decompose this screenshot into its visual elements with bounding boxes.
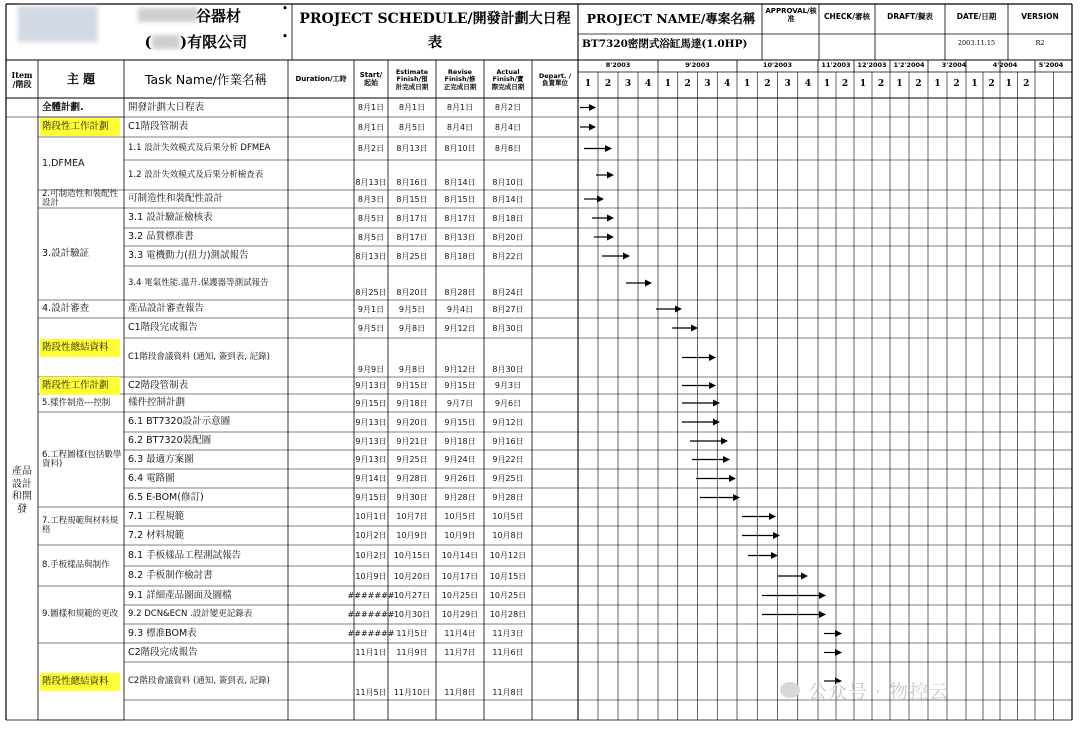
approval-label-line1: APPROVAL/核	[765, 7, 817, 16]
task-name: 6.5 E-BOM(修訂)	[128, 491, 204, 503]
approval-label	[763, 4, 819, 28]
task-est-date: 8月16日	[396, 178, 428, 187]
task-rev-date: 8月15日	[444, 194, 476, 204]
subject-label: 階段性工作計劃	[42, 379, 109, 391]
task-rev-date: 8月10日	[444, 144, 476, 153]
task-rev-date: 8月18日	[444, 251, 476, 261]
task-name: C2階段會議資料 (通知, 簽到表, 記錄)	[128, 675, 270, 686]
task-act-date: 11月8日	[492, 688, 524, 697]
col-revise-header	[436, 62, 484, 98]
task-row	[0, 643, 1080, 662]
task-name: 3.2 品質標准書	[128, 231, 194, 243]
task-rev-date: 10月5日	[444, 512, 476, 521]
task-act-date: 11月6日	[492, 648, 524, 657]
approval-label-line2: 准	[787, 15, 795, 23]
watermark-text: 公众号 · 物控云	[808, 680, 950, 703]
task-est-date: 10月20日	[393, 571, 431, 581]
task-row	[0, 300, 1080, 318]
project-name-value: BT7320密閉式浴缸馬達(1.0HP)	[582, 38, 748, 51]
month-label: 5'2004	[1038, 61, 1064, 70]
subject-label: 8.手板樣品與制作	[42, 560, 110, 571]
week-label: 2	[684, 79, 691, 90]
task-name: 8.2 手板制作檢討書	[128, 570, 213, 582]
task-est-date: 8月13日	[396, 144, 428, 153]
task-start-date: 9月13日	[355, 436, 387, 446]
version-value: R2	[1035, 39, 1045, 48]
week-label: 2	[841, 79, 849, 90]
company-name-line2b: )有限公司	[180, 32, 248, 51]
task-start-date: #######	[347, 591, 395, 600]
task-row	[0, 318, 1080, 338]
company-dot-2: •	[282, 32, 288, 43]
task-est-date: 8月25日	[396, 251, 428, 261]
task-rev-date: 11月4日	[444, 629, 476, 638]
company-dot-1: •	[282, 4, 288, 15]
task-rev-date: 8月14日	[444, 178, 476, 187]
company-name-blur	[138, 8, 198, 22]
subject-label: 階段性工作計劃	[42, 121, 109, 133]
draft-label: DRAFT/擬表	[887, 11, 933, 21]
company-name-blur-2	[152, 35, 180, 49]
task-row	[0, 586, 1080, 605]
task-name: C2階段管制表	[128, 379, 189, 391]
task-rev-date: 9月15日	[444, 417, 476, 427]
watermark	[780, 676, 1050, 704]
task-name: 6.1 BT7320設計示意圖	[128, 416, 231, 428]
task-act-date: 8月30日	[492, 323, 524, 333]
task-act-date: 9月28日	[492, 493, 524, 502]
task-est-date: 9月20日	[396, 417, 428, 427]
task-start-date: 8月3日	[357, 194, 385, 204]
task-est-date: 9月21日	[396, 436, 428, 446]
task-name: 6.4 電路圖	[128, 472, 175, 484]
task-row	[0, 117, 1080, 137]
task-est-date: 9月18日	[396, 398, 428, 408]
date-label: DATE/日期	[956, 11, 997, 21]
task-row	[0, 469, 1080, 488]
task-rev-date: 11月7日	[444, 648, 476, 657]
task-row	[0, 605, 1080, 624]
task-start-date: 8月2日	[357, 144, 385, 153]
col-depart-line1: Depart. /	[538, 71, 572, 80]
col-actual-line3: 際完成日期	[491, 82, 525, 91]
subject-label: 4.設計審查	[42, 303, 90, 315]
task-start-date: 10月1日	[355, 512, 387, 521]
task-start-date: #######	[347, 610, 395, 619]
task-est-date: 9月8日	[398, 323, 426, 333]
task-start-date: 9月5日	[357, 323, 385, 333]
task-name: 可制造性和裝配性設計	[128, 193, 224, 205]
task-act-date: 8月14日	[492, 194, 524, 204]
task-est-date: 11月5日	[396, 629, 428, 638]
task-start-date: 9月1日	[357, 304, 385, 314]
task-rev-date: 11月8日	[444, 688, 476, 697]
task-act-date: 8月4日	[494, 122, 522, 132]
month-label: 4'2004	[992, 61, 1018, 70]
task-est-date: 10月9日	[396, 531, 428, 540]
week-label: 1	[743, 79, 751, 90]
subject-label: 階段性總結資料	[42, 341, 109, 353]
task-rev-date: 8月28日	[444, 288, 476, 297]
task-row	[0, 338, 1080, 377]
task-row	[0, 98, 1080, 117]
task-est-date: 9月5日	[398, 304, 426, 314]
task-name: C1階段完成報告	[128, 322, 198, 334]
task-start-date: 8月25日	[355, 288, 387, 297]
task-rev-date: 10月17日	[441, 571, 479, 581]
task-name: 9.1 詳細產品圖面及圖檔	[128, 589, 232, 601]
task-rev-date: 8月13日	[444, 232, 476, 242]
task-act-date: 9月25日	[492, 474, 524, 483]
week-label: 4	[644, 79, 652, 90]
task-row	[0, 246, 1080, 266]
week-label: 2	[915, 79, 922, 90]
task-start-date: 11月1日	[355, 648, 387, 657]
task-name: C1階段管制表	[128, 121, 189, 133]
col-subject-header: 主 題	[66, 72, 96, 87]
task-start-date: 8月1日	[357, 122, 385, 132]
task-row	[0, 566, 1080, 586]
task-est-date: 8月1日	[398, 103, 426, 112]
task-row	[0, 526, 1080, 545]
task-est-date: 8月20日	[396, 288, 428, 297]
task-start-date: 10月9日	[355, 571, 387, 581]
task-rev-date: 9月28日	[444, 493, 476, 502]
task-name: 1.2 設計失效模式及后果分析檢查表	[128, 169, 264, 180]
week-label: 2	[604, 79, 612, 90]
task-name: 開發計劃大日程表	[128, 101, 205, 113]
col-estimate-line1: Estimate	[395, 68, 429, 77]
task-est-date: 8月15日	[396, 194, 428, 204]
task-start-date: 8月13日	[355, 251, 387, 261]
task-rev-date: 9月15日	[444, 381, 476, 390]
week-label: 3	[784, 79, 791, 90]
week-label: 3	[624, 79, 632, 90]
task-act-date: 8月20日	[492, 232, 524, 242]
task-est-date: 11月9日	[396, 648, 428, 657]
task-act-date: 10月15日	[489, 571, 527, 581]
week-label: 1	[971, 79, 978, 90]
task-act-date: 8月22日	[492, 251, 524, 261]
schedule-title-line1: PROJECT SCHEDULE/開發計劃大日程	[299, 11, 571, 28]
subject-label: 1.DFMEA	[42, 157, 85, 169]
col-item-line1: Item	[11, 70, 33, 81]
task-est-date: 9月30日	[396, 493, 428, 502]
task-est-date: 8月17日	[396, 213, 428, 223]
task-est-date: 8月5日	[398, 122, 426, 132]
task-name: 1.1 設計失效模式及后果分析 DFMEA	[128, 143, 271, 154]
task-row	[0, 450, 1080, 469]
task-rev-date: 9月18日	[444, 436, 476, 446]
task-name: 產品設計審查報告	[128, 303, 205, 315]
col-actual-line1: Actual	[496, 68, 520, 77]
task-row	[0, 488, 1080, 507]
task-row	[0, 208, 1080, 228]
task-name: 7.1 工程規範	[128, 510, 185, 522]
col-revise-line2: Finish/修	[444, 75, 476, 84]
task-est-date: 10月27日	[393, 591, 431, 600]
task-start-date: 8月1日	[357, 103, 385, 112]
project-name-label: PROJECT NAME/專案名稱	[586, 11, 756, 27]
task-start-date: 9月13日	[355, 455, 387, 464]
task-est-date: 10月30日	[393, 610, 431, 619]
week-label: 2	[764, 79, 771, 90]
task-start-date: 9月15日	[355, 493, 387, 502]
task-act-date: 9月3日	[494, 381, 522, 390]
task-start-date: 9月15日	[355, 398, 387, 408]
col-actual-line2: Finish/實	[492, 75, 524, 84]
week-label: 1	[859, 79, 867, 90]
col-task-header: Task Name/作業名稱	[144, 72, 268, 88]
month-label: 9'2003	[685, 61, 710, 70]
week-label: 2	[988, 79, 995, 90]
task-row	[0, 545, 1080, 566]
task-act-date: 8月27日	[492, 304, 524, 314]
task-act-date: 8月2日	[494, 103, 522, 112]
task-row	[0, 160, 1080, 190]
task-start-date: 10月2日	[355, 531, 387, 540]
col-depart-header	[532, 62, 578, 98]
subject-label: 全體計劃.	[42, 101, 84, 113]
month-label: 12'2003	[857, 61, 887, 70]
task-name: 3.3 電機動力(扭力)測試報告	[128, 250, 249, 262]
task-est-date: 8月17日	[396, 232, 428, 242]
task-start-date: 11月5日	[355, 688, 387, 697]
week-label: 4	[723, 79, 731, 90]
task-rev-date: 9月26日	[444, 474, 476, 483]
task-rev-date: 8月4日	[446, 122, 474, 132]
week-label: 1	[823, 79, 831, 90]
task-est-date: 10月7日	[396, 512, 428, 521]
task-rev-date: 9月24日	[444, 455, 476, 464]
task-act-date: 10月12日	[489, 551, 527, 560]
task-row	[0, 394, 1080, 412]
col-revise-line3: 正完成日期	[443, 82, 477, 91]
task-name: 3.1 設計驗証檢核表	[128, 212, 213, 224]
col-start-header	[354, 62, 388, 98]
col-start-line2: 起始	[364, 79, 378, 87]
company-logo	[18, 6, 98, 42]
month-label: 3'2004	[941, 61, 967, 70]
col-actual-header	[484, 62, 532, 98]
task-act-date: 10月5日	[492, 512, 524, 521]
task-start-date: 8月5日	[357, 232, 385, 242]
task-act-date: 9月6日	[494, 398, 522, 408]
date-value: 2003.11.15	[957, 39, 996, 48]
version-label: VERSION	[1021, 11, 1059, 21]
subject-label: 9.圖樣和規範的更改	[42, 609, 119, 620]
task-act-date: 10月25日	[489, 591, 527, 600]
task-rev-date: 9月4日	[446, 304, 474, 314]
subject-label: 6.工程圖樣(包括數學資料)	[42, 449, 122, 469]
company-name-line2a: (	[144, 32, 152, 51]
week-label: 1	[896, 79, 903, 90]
subject-label: 7.工程規範與材料規格	[42, 516, 119, 535]
task-name: 6.3 最適方案圖	[128, 453, 194, 465]
task-name: 3.4 電氣性能.溫升.保護器等測試報告	[128, 277, 269, 288]
task-row	[0, 266, 1080, 300]
week-label: 1	[934, 79, 941, 90]
task-act-date: 8月18日	[492, 213, 524, 223]
task-row	[0, 137, 1080, 160]
col-revise-line1: Revise	[447, 68, 473, 77]
subject-label: 2.可制造性和裝配性設計	[42, 189, 119, 208]
schedule-title-line2: 表	[428, 35, 442, 52]
phase-label: 產品設計和開發	[12, 466, 32, 515]
col-estimate-line2: Finish/預	[396, 75, 428, 84]
col-start-line1: Start/	[359, 71, 383, 80]
task-row	[0, 377, 1080, 394]
task-row	[0, 624, 1080, 643]
week-label: 2	[953, 79, 960, 90]
wechat-icon	[780, 682, 800, 698]
col-estimate-line3: 計完成日期	[395, 82, 429, 91]
task-est-date: 9月8日	[398, 365, 426, 374]
task-row	[0, 228, 1080, 246]
task-est-date: 9月28日	[396, 474, 428, 483]
task-name: 8.1 手板樣品工程測試報告	[128, 549, 242, 561]
task-name: 樣件控制計劃	[128, 397, 186, 409]
task-rev-date: 10月29日	[441, 610, 479, 619]
task-act-date: 10月8日	[492, 531, 524, 540]
task-rev-date: 10月14日	[441, 551, 479, 560]
task-act-date: 11月3日	[492, 629, 524, 638]
week-label: 1	[584, 79, 592, 90]
subject-label: 階段性總結資料	[42, 675, 109, 687]
task-row	[0, 507, 1080, 526]
task-rev-date: 8月17日	[444, 213, 476, 223]
col-item-header	[6, 62, 38, 98]
month-label: 10'2003	[762, 61, 793, 70]
task-rev-date: 10月25日	[441, 591, 479, 600]
month-label: 8'2003	[605, 61, 631, 70]
task-start-date: #######	[347, 629, 395, 638]
task-act-date: 9月16日	[492, 436, 524, 446]
task-name: C1階段會議資料 (通知, 簽到表, 記錄)	[128, 352, 270, 363]
week-label: 1	[1005, 79, 1012, 90]
task-start-date: 9月13日	[355, 381, 387, 390]
task-rev-date: 8月1日	[446, 103, 474, 112]
week-label: 4	[804, 79, 811, 90]
task-start-date: 9月14日	[355, 474, 387, 483]
company-name-line1: 谷器材	[196, 6, 242, 25]
task-start-date: 9月9日	[357, 365, 385, 374]
subject-label: 3.設計驗証	[42, 248, 90, 260]
col-estimate-header	[388, 62, 436, 98]
task-act-date: 8月30日	[492, 365, 524, 374]
task-est-date: 11月10日	[393, 688, 431, 697]
task-name: 6.2 BT7320裝配圖	[128, 435, 212, 447]
task-rev-date: 9月12日	[444, 365, 476, 374]
task-start-date: 9月13日	[355, 417, 387, 427]
task-act-date: 8月8日	[494, 144, 522, 153]
task-name: 9.2 DCN&ECN .設計變更記錄表	[128, 609, 253, 620]
task-start-date: 8月13日	[355, 178, 387, 187]
month-label: 11'2003	[821, 61, 851, 70]
month-label: 1'2'2004	[893, 61, 925, 70]
task-act-date: 8月10日	[492, 178, 524, 187]
task-act-date: 8月24日	[492, 288, 524, 297]
task-act-date: 9月22日	[492, 455, 524, 464]
task-rev-date: 9月7日	[446, 398, 474, 408]
task-est-date: 10月15日	[393, 551, 431, 560]
task-est-date: 9月25日	[396, 455, 428, 464]
col-depart-line2: 負責單位	[542, 79, 568, 87]
task-start-date: 8月5日	[357, 213, 385, 223]
week-label: 3	[704, 79, 711, 90]
task-rev-date: 10月9日	[444, 531, 476, 540]
week-label: 2	[1023, 79, 1030, 90]
col-item-line2: /階段	[12, 79, 32, 89]
task-act-date: 10月28日	[489, 610, 527, 619]
task-name: 9.3 標准BOM表	[128, 627, 197, 639]
week-label: 1	[664, 79, 671, 90]
task-start-date: 10月2日	[355, 551, 387, 560]
col-duration-header: Duration/工時	[295, 75, 347, 84]
task-name: C2階段完成報告	[128, 646, 198, 658]
task-name: 7.2 材料規範	[128, 529, 185, 541]
task-row	[0, 432, 1080, 450]
subject-label: 5.樣件制造---控制	[42, 397, 111, 408]
check-label: CHECK/審核	[824, 11, 870, 21]
task-row	[0, 412, 1080, 432]
task-act-date: 9月12日	[492, 417, 524, 427]
task-rev-date: 9月12日	[444, 323, 476, 333]
task-est-date: 9月15日	[396, 381, 428, 390]
week-label: 2	[877, 79, 885, 90]
task-row	[0, 190, 1080, 208]
